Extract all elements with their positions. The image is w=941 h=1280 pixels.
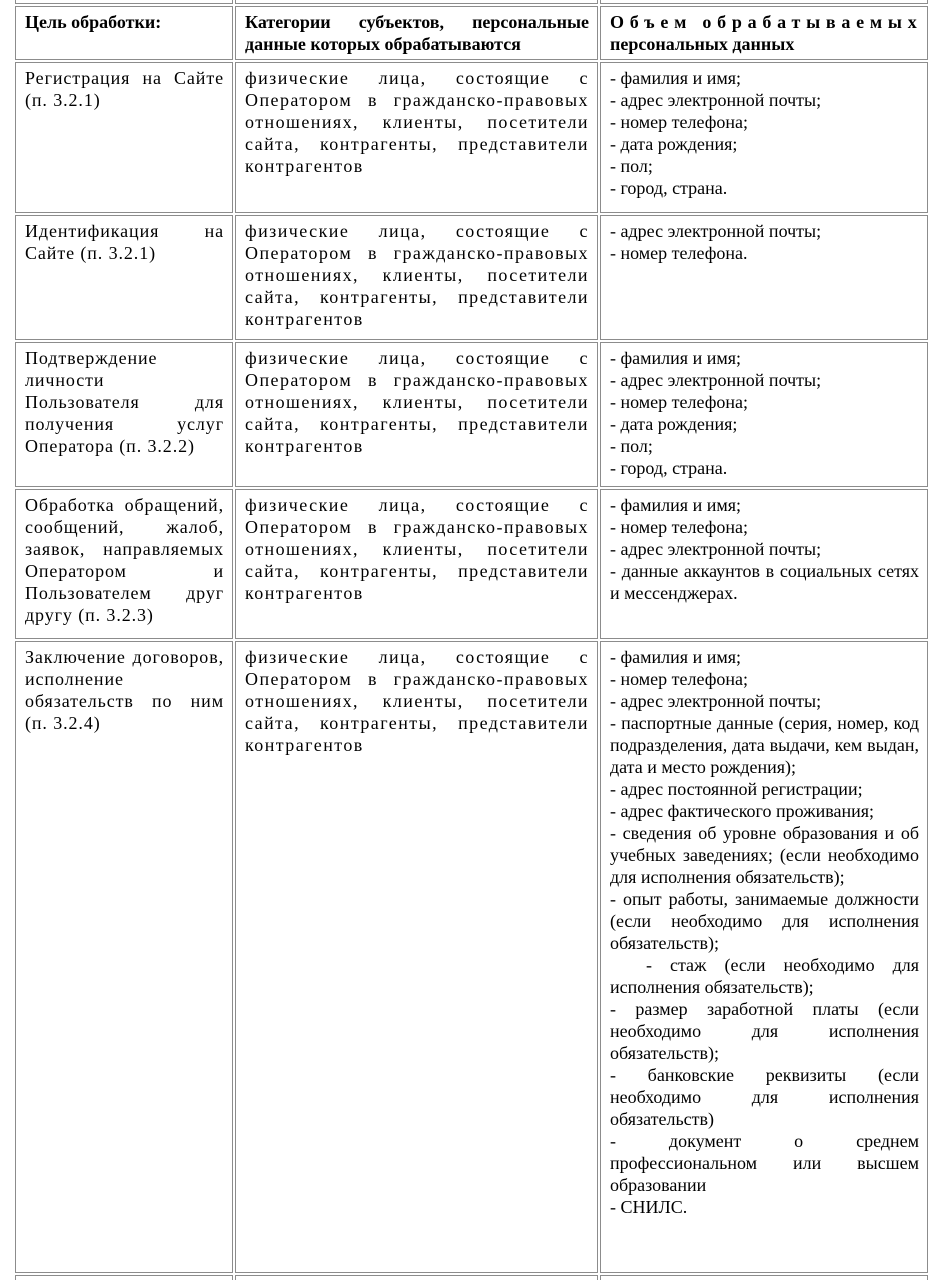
cell-purpose: Идентификация на Сайте (п. 3.2.1) (15, 215, 233, 340)
cell-data-volume (600, 62, 928, 213)
empty-cell (600, 0, 928, 4)
empty-cell (600, 1275, 928, 1280)
data-item: - адрес постоянной регистрации; (610, 779, 863, 799)
table-row-requests-processing (15, 489, 928, 639)
data-item: - номер телефона; (610, 112, 748, 132)
table-row-partial-bottom (15, 1275, 928, 1280)
table-row-registration (15, 62, 928, 213)
data-item: - данные аккаунтов в социальных сетях и мессенджерах. (610, 561, 919, 603)
cell-categories: физические лица, состоящие с Оператором в гражданско-правовых отношениях, клиенты, посетители сайта, контрагенты, представители контрагентов (235, 62, 598, 213)
data-item: - пол; (610, 156, 653, 176)
table-row-identification (15, 215, 928, 340)
data-item: - номер телефона. (610, 243, 748, 263)
data-item: - документ о среднем профессиональном или высшем образовании (610, 1131, 919, 1195)
data-item: - город, страна. (610, 178, 728, 198)
table-row-partial-top (15, 0, 928, 4)
cell-categories: физические лица, состоящие с Оператором в гражданско-правовых отношениях, клиенты, посетители сайта, контрагенты, представители контрагентов (235, 489, 598, 639)
data-item: - адрес электронной почты; (610, 221, 822, 241)
cell-purpose: Обработка обращений, сообщений, жалоб, заявок, направляемых Оператором и Пользователем друг другу (п. 3.2.3) (15, 489, 233, 639)
data-item: - номер телефона; (610, 517, 748, 537)
column-header-volume (600, 6, 928, 60)
data-item: - опыт работы, занимаемые должности (если необходимо для исполнения обязательств); (610, 889, 919, 953)
column-header-volume-line2: персональных данных (610, 34, 795, 54)
data-item: - сведения об уровне образования и об учебных заведениях; (если необходимо для исполнения обязательств); (610, 823, 919, 887)
data-item: - размер заработной платы (если необходимо для исполнения обязательств); (610, 999, 919, 1063)
column-header-purpose: Цель обработки: (15, 6, 233, 60)
table-row-contracts (15, 641, 928, 1273)
data-item: - банковские реквизиты (если необходимо для исполнения обязательств) (610, 1065, 919, 1129)
data-item: - адрес электронной почты; (610, 370, 822, 390)
table-row-identity-confirmation (15, 342, 928, 487)
cell-purpose: Регистрация на Сайте (п. 3.2.1) (15, 62, 233, 213)
data-item: - номер телефона; (610, 669, 748, 689)
data-item: - стаж (если необходимо для исполнения обязательств); (610, 955, 919, 997)
cell-data-volume (600, 641, 928, 1273)
empty-cell (235, 1275, 598, 1280)
empty-cell (15, 1275, 233, 1280)
empty-cell (235, 0, 598, 4)
cell-categories: физические лица, состоящие с Оператором в гражданско-правовых отношениях, клиенты, посетители сайта, контрагенты, представители контрагентов (235, 342, 598, 487)
data-item: - фамилия и имя; (610, 348, 742, 368)
cell-data-volume (600, 215, 928, 340)
empty-cell (15, 0, 233, 4)
data-item: - фамилия и имя; (610, 647, 742, 667)
data-item: - город, страна. (610, 458, 728, 478)
column-header-categories: Категории субъектов, персональные данные которых обрабатываются (235, 6, 598, 60)
data-item: - адрес электронной почты; (610, 90, 822, 110)
column-header-volume-line1: Объем обрабатываемых (610, 12, 923, 32)
data-item: - фамилия и имя; (610, 68, 742, 88)
data-item: - дата рождения; (610, 414, 738, 434)
table-header-row (15, 6, 928, 60)
data-item: - паспортные данные (серия, номер, код подразделения, дата выдачи, кем выдан, дата и место рождения); (610, 713, 919, 777)
data-item: - номер телефона; (610, 392, 748, 412)
data-item: - дата рождения; (610, 134, 738, 154)
cell-categories: физические лица, состоящие с Оператором в гражданско-правовых отношениях, клиенты, посетители сайта, контрагенты, представители контрагентов (235, 215, 598, 340)
cell-data-volume (600, 489, 928, 639)
data-item: - фамилия и имя; (610, 495, 742, 515)
personal-data-processing-table (13, 0, 930, 1280)
data-item: - адрес фактического проживания; (610, 801, 875, 821)
cell-categories: физические лица, состоящие с Оператором в гражданско-правовых отношениях, клиенты, посетители сайта, контрагенты, представители контрагентов (235, 641, 598, 1273)
cell-purpose: Подтверждение личности Пользователя для получения услуг Оператора (п. 3.2.2) (15, 342, 233, 487)
data-item: - пол; (610, 436, 653, 456)
data-item: - адрес электронной почты; (610, 539, 822, 559)
data-item: - адрес электронной почты; (610, 691, 822, 711)
cell-purpose: Заключение договоров, исполнение обязательств по ним (п. 3.2.4) (15, 641, 233, 1273)
cell-data-volume (600, 342, 928, 487)
data-item: - СНИЛС. (610, 1197, 688, 1217)
